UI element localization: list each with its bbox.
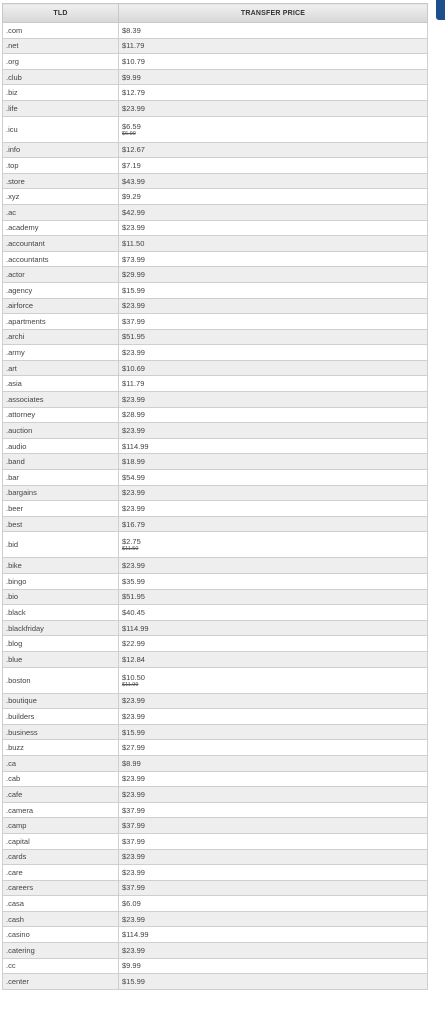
tld-cell: .careers xyxy=(3,880,119,896)
tld-cell: .bid xyxy=(3,532,119,558)
transfer-price-cell: $37.99 xyxy=(119,314,428,330)
tld-cell: .blue xyxy=(3,651,119,667)
table-row xyxy=(3,54,428,70)
table-row xyxy=(3,392,428,408)
tld-cell: .airforce xyxy=(3,298,119,314)
table-row xyxy=(3,23,428,39)
table-row xyxy=(3,116,428,142)
table-row xyxy=(3,345,428,361)
transfer-price-cell: $23.99 xyxy=(119,849,428,865)
transfer-price-cell: $23.99 xyxy=(119,911,428,927)
tld-cell: .asia xyxy=(3,376,119,392)
table-row xyxy=(3,376,428,392)
table-row xyxy=(3,142,428,158)
tld-cell: .icu xyxy=(3,116,119,142)
table-header-row xyxy=(3,4,428,23)
table-row xyxy=(3,470,428,486)
tld-cell: .capital xyxy=(3,833,119,849)
tld-cell: .business xyxy=(3,724,119,740)
table-row xyxy=(3,724,428,740)
table-row xyxy=(3,667,428,693)
table-row xyxy=(3,100,428,116)
tld-cell: .bargains xyxy=(3,485,119,501)
table-row xyxy=(3,220,428,236)
tld-cell: .archi xyxy=(3,329,119,345)
tld-cell: .bio xyxy=(3,589,119,605)
transfer-price-cell: $12.84 xyxy=(119,651,428,667)
column-header-transfer-price: TRANSFER PRICE xyxy=(119,4,428,23)
transfer-price-cell: $12.67 xyxy=(119,142,428,158)
column-header-tld: TLD xyxy=(3,4,119,23)
tld-cell: .center xyxy=(3,974,119,990)
transfer-price-cell: $9.99 xyxy=(119,69,428,85)
table-row xyxy=(3,740,428,756)
transfer-price-cell: $23.99 xyxy=(119,943,428,959)
table-row xyxy=(3,329,428,345)
tld-cell: .accountant xyxy=(3,236,119,252)
transfer-price-cell: $51.95 xyxy=(119,329,428,345)
table-row xyxy=(3,158,428,174)
transfer-price-cell: $29.99 xyxy=(119,267,428,283)
table-row xyxy=(3,251,428,267)
table-row xyxy=(3,927,428,943)
table-row xyxy=(3,943,428,959)
table-row xyxy=(3,651,428,667)
current-price: $10.50 xyxy=(122,672,145,682)
table-row xyxy=(3,360,428,376)
table-row xyxy=(3,85,428,101)
transfer-price-cell: $37.99 xyxy=(119,818,428,834)
tld-cell: .bike xyxy=(3,558,119,574)
tld-cell: .catering xyxy=(3,943,119,959)
tld-cell: .best xyxy=(3,516,119,532)
table-row xyxy=(3,833,428,849)
transfer-price-cell: $23.99 xyxy=(119,220,428,236)
transfer-price-cell: $23.99 xyxy=(119,423,428,439)
transfer-price-cell: $114.99 xyxy=(119,438,428,454)
table-row xyxy=(3,173,428,189)
transfer-price-cell: $23.99 xyxy=(119,501,428,517)
tld-cell: .ca xyxy=(3,755,119,771)
table-row xyxy=(3,802,428,818)
table-body xyxy=(3,23,428,990)
tld-cell: .cash xyxy=(3,911,119,927)
transfer-price-cell: $11.79 xyxy=(119,376,428,392)
transfer-price-cell: $15.99 xyxy=(119,724,428,740)
transfer-price-cell: $54.99 xyxy=(119,470,428,486)
table-row xyxy=(3,589,428,605)
current-price: $2.75 xyxy=(122,537,141,547)
table-row xyxy=(3,849,428,865)
table-row xyxy=(3,438,428,454)
table-row xyxy=(3,636,428,652)
tld-cell: .blog xyxy=(3,636,119,652)
tld-cell: .store xyxy=(3,173,119,189)
table-row xyxy=(3,267,428,283)
tld-cell: .top xyxy=(3,158,119,174)
transfer-price-cell: $23.99 xyxy=(119,693,428,709)
tld-cell: .attorney xyxy=(3,407,119,423)
tld-cell: .info xyxy=(3,142,119,158)
table-row xyxy=(3,880,428,896)
transfer-price-cell: $114.99 xyxy=(119,927,428,943)
table-row xyxy=(3,896,428,912)
table-row xyxy=(3,485,428,501)
table-row xyxy=(3,204,428,220)
tld-cell: .cc xyxy=(3,958,119,974)
tld-cell: .cafe xyxy=(3,787,119,803)
table-row xyxy=(3,558,428,574)
tld-cell: .builders xyxy=(3,709,119,725)
transfer-price-cell: $7.19 xyxy=(119,158,428,174)
table-row xyxy=(3,532,428,558)
tld-cell: .cards xyxy=(3,849,119,865)
table-row xyxy=(3,958,428,974)
transfer-price-cell: $16.79 xyxy=(119,516,428,532)
tld-cell: .academy xyxy=(3,220,119,236)
tld-cell: .black xyxy=(3,605,119,621)
table-row xyxy=(3,865,428,881)
transfer-price-cell: $10.69 xyxy=(119,360,428,376)
tld-cell: .actor xyxy=(3,267,119,283)
tld-cell: .com xyxy=(3,23,119,39)
table-row xyxy=(3,516,428,532)
tld-cell: .associates xyxy=(3,392,119,408)
transfer-price-cell: $51.95 xyxy=(119,589,428,605)
tld-cell: .camera xyxy=(3,802,119,818)
table-row xyxy=(3,605,428,621)
table-row xyxy=(3,454,428,470)
tld-cell: .auction xyxy=(3,423,119,439)
table-row xyxy=(3,189,428,205)
tld-cell: .audio xyxy=(3,438,119,454)
transfer-price-cell: $37.99 xyxy=(119,880,428,896)
transfer-price-cell: $23.99 xyxy=(119,787,428,803)
tld-cell: .club xyxy=(3,69,119,85)
tld-cell: .accountants xyxy=(3,251,119,267)
table-row xyxy=(3,693,428,709)
transfer-price-cell: $28.99 xyxy=(119,407,428,423)
edge-tab-button[interactable] xyxy=(436,0,445,20)
transfer-price-cell: $42.99 xyxy=(119,204,428,220)
transfer-price-cell: $27.99 xyxy=(119,740,428,756)
table-row xyxy=(3,38,428,54)
transfer-price-cell: $18.99 xyxy=(119,454,428,470)
tld-cell: .agency xyxy=(3,282,119,298)
transfer-price-cell: $8.99 xyxy=(119,755,428,771)
tld-cell: .biz xyxy=(3,85,119,101)
transfer-price-cell: $9.29 xyxy=(119,189,428,205)
transfer-price-cell: $35.99 xyxy=(119,574,428,590)
table-row xyxy=(3,709,428,725)
transfer-price-cell: $40.45 xyxy=(119,605,428,621)
tld-cell: .beer xyxy=(3,501,119,517)
table-row xyxy=(3,818,428,834)
transfer-price-cell: $15.99 xyxy=(119,974,428,990)
transfer-price-table xyxy=(2,3,428,990)
tld-cell: .camp xyxy=(3,818,119,834)
transfer-price-cell: $23.99 xyxy=(119,709,428,725)
table-row xyxy=(3,314,428,330)
transfer-price-cell: $43.99 xyxy=(119,173,428,189)
transfer-price-cell: $9.99 xyxy=(119,958,428,974)
tld-cell: .art xyxy=(3,360,119,376)
tld-cell: .band xyxy=(3,454,119,470)
table-row xyxy=(3,620,428,636)
transfer-price-cell: $37.99 xyxy=(119,802,428,818)
tld-cell: .bar xyxy=(3,470,119,486)
tld-cell: .apartments xyxy=(3,314,119,330)
table-row xyxy=(3,407,428,423)
table-row xyxy=(3,974,428,990)
table-row xyxy=(3,423,428,439)
tld-cell: .casa xyxy=(3,896,119,912)
transfer-price-cell: $23.99 xyxy=(119,298,428,314)
transfer-price-cell: $23.99 xyxy=(119,558,428,574)
table-row xyxy=(3,236,428,252)
tld-cell: .life xyxy=(3,100,119,116)
table-row xyxy=(3,911,428,927)
transfer-price-cell: $23.99 xyxy=(119,345,428,361)
transfer-price-cell: $23.99 xyxy=(119,865,428,881)
tld-cell: .care xyxy=(3,865,119,881)
transfer-price-cell: $11.79 xyxy=(119,38,428,54)
tld-cell: .blackfriday xyxy=(3,620,119,636)
transfer-price-cell: $23.99 xyxy=(119,485,428,501)
transfer-price-cell: $10.79 xyxy=(119,54,428,70)
original-price-strikethrough: $6.99 xyxy=(122,130,136,137)
transfer-price-cell: $73.99 xyxy=(119,251,428,267)
tld-cell: .boutique xyxy=(3,693,119,709)
transfer-price-cell: $37.99 xyxy=(119,833,428,849)
original-price-strikethrough: $11.50 xyxy=(122,546,139,553)
table-row xyxy=(3,501,428,517)
transfer-price-cell xyxy=(119,532,428,558)
table-row xyxy=(3,755,428,771)
transfer-price-cell: $11.50 xyxy=(119,236,428,252)
tld-cell: .army xyxy=(3,345,119,361)
current-price: $6.59 xyxy=(122,121,141,131)
transfer-price-cell: $114.99 xyxy=(119,620,428,636)
transfer-price-cell: $8.39 xyxy=(119,23,428,39)
table-row xyxy=(3,574,428,590)
transfer-price-cell: $12.79 xyxy=(119,85,428,101)
table-row xyxy=(3,298,428,314)
tld-cell: .org xyxy=(3,54,119,70)
transfer-price-cell: $15.99 xyxy=(119,282,428,298)
original-price-strikethrough: $11.99 xyxy=(122,681,139,688)
table-row xyxy=(3,787,428,803)
transfer-price-cell: $22.99 xyxy=(119,636,428,652)
table-row xyxy=(3,282,428,298)
table-row xyxy=(3,771,428,787)
tld-cell: .casino xyxy=(3,927,119,943)
tld-cell: .cab xyxy=(3,771,119,787)
tld-cell: .xyz xyxy=(3,189,119,205)
transfer-price-cell xyxy=(119,667,428,693)
tld-cell: .ac xyxy=(3,204,119,220)
tld-cell: .net xyxy=(3,38,119,54)
transfer-price-cell: $23.99 xyxy=(119,771,428,787)
transfer-price-cell xyxy=(119,116,428,142)
tld-cell: .buzz xyxy=(3,740,119,756)
table-row xyxy=(3,69,428,85)
transfer-price-cell: $23.99 xyxy=(119,100,428,116)
transfer-price-cell: $6.09 xyxy=(119,896,428,912)
transfer-price-cell: $23.99 xyxy=(119,392,428,408)
tld-cell: .bingo xyxy=(3,574,119,590)
tld-cell: .boston xyxy=(3,667,119,693)
